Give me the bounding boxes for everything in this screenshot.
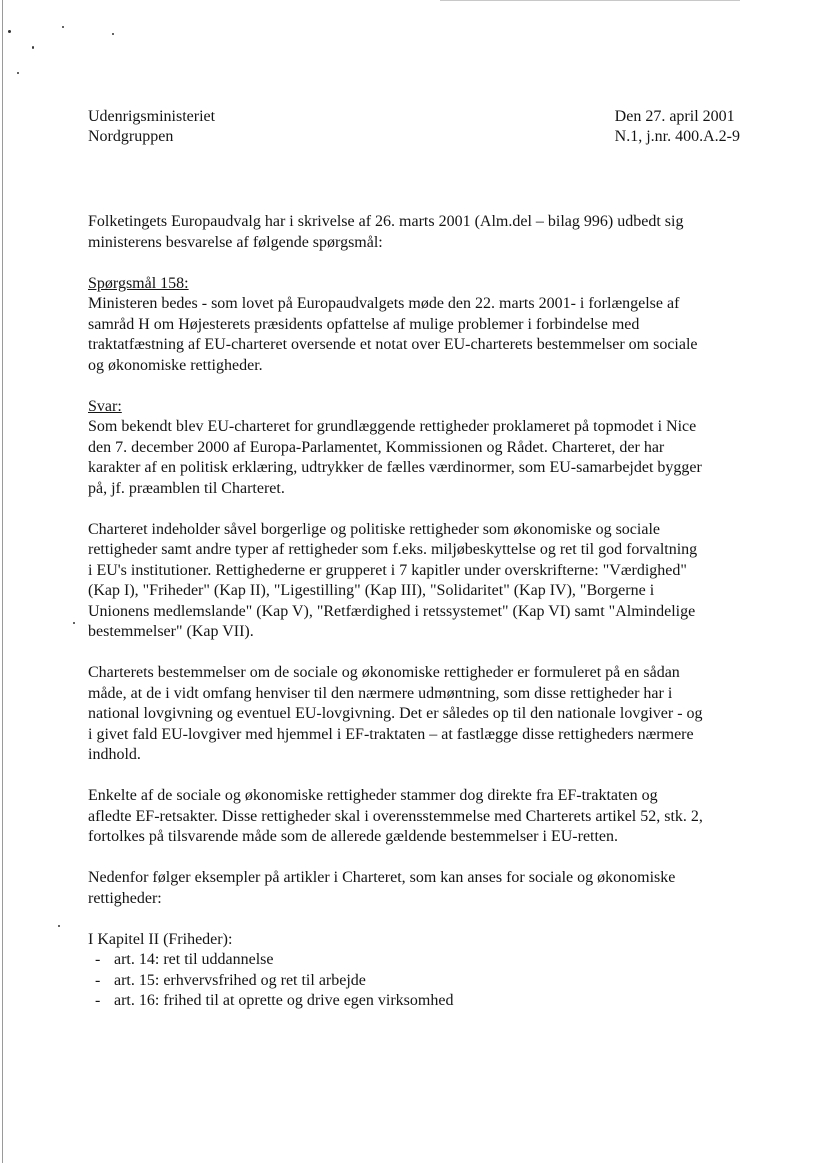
answer-paragraph-1 [88, 397, 768, 500]
list-dash: - [95, 992, 101, 1009]
question-heading: Spørgsmål 158: [88, 274, 189, 292]
chapter-section [88, 930, 768, 1012]
text-line: rettigheder samt andre typer af rettigheder som f.eks. miljøbeskyttelse og ret til god forvaltning [88, 541, 698, 558]
text-line: i EU's institutioner. Rettighederne er grupperet i 7 kapitler under overskrifterne: "Værdighed" [88, 561, 687, 579]
text-line: (Kap I), "Friheder" (Kap II), "Ligestilling" (Kap III), "Solidaritet" (Kap IV), "Borgerne i [88, 582, 655, 599]
text-line: bestemmelser" (Kap VII). [88, 623, 254, 640]
scan-speck [8, 30, 11, 33]
answer-paragraph-2 [88, 520, 768, 643]
text-line: traktatfæstning af EU-charteret oversende et notat over EU-charterets bestemmelser om sociale [88, 336, 698, 353]
answer-heading: Svar: [88, 397, 122, 415]
scan-speck [112, 33, 114, 35]
text-line: Nedenfor følger eksempler på artikler i Charteret, som kan anses for sociale og økonomiske [88, 869, 676, 886]
list-item [88, 971, 768, 992]
answer-paragraph-5 [88, 868, 768, 909]
list-item-text: art. 15: erhvervsfrihed og ret til arbejde [114, 971, 366, 989]
text-line: og økonomiske rettigheder. [88, 356, 263, 374]
scan-top-rule [440, 0, 740, 1]
list-dash: - [95, 951, 101, 968]
date-reference-block [615, 107, 740, 147]
sender-group: Nordgruppen [88, 128, 174, 145]
text-line: måde, at de i vidt omfang henviser til den nærmere udmøntning, som disse rettigheder har i [88, 684, 673, 702]
scan-speck [17, 72, 19, 74]
text-line: ministerens besvarelse af følgende spørgsmål: [88, 233, 383, 251]
scan-speck [58, 925, 60, 927]
list-item [88, 950, 768, 971]
scan-speck [32, 46, 34, 49]
answer-paragraph-3 [88, 663, 768, 766]
answer-paragraph-4 [88, 786, 768, 848]
text-line: samråd H om Højesterets præsidents opfattelse af mulige problemer i forbindelse med [88, 315, 640, 333]
text-line: rettigheder: [88, 889, 162, 907]
text-line: Charterets bestemmelser om de sociale og økonomiske rettigheder er formuleret på en sådan [88, 664, 680, 681]
text-line: den 7. december 2000 af Europa-Parlamentet, Kommissionen og Rådet. Charteret, der har [88, 438, 665, 456]
text-line: på, jf. præamblen til Charteret. [88, 479, 285, 497]
text-line: i givet fald EU-lovgiver med hjemmel i EF-traktaten – at fastlægge disse rettigheders nærmere [88, 725, 694, 743]
text-line: Unionens medlemslande" (Kap V), "Retfærdighed i retssystemet" (Kap VI) samt "Almindelige [88, 602, 696, 620]
letter-date: Den 27. april 2001 [614, 108, 735, 125]
article-list [88, 950, 768, 1012]
question-section [88, 274, 768, 377]
text-line: Ministeren bedes - som lovet på Europaudvalgets møde den 22. marts 2001- i forlængelse af [88, 295, 680, 312]
text-line: national lovgivning og eventuel EU-lovgivning. Det er således op til den nationale lovgiver - og [88, 705, 703, 722]
text-line: Enkelte af de sociale og økonomiske rettigheder stammer dog direkte fra EF-traktaten og [88, 787, 658, 804]
scan-speck [73, 622, 75, 624]
journal-number: N.1, j.nr. 400.A.2-9 [614, 128, 740, 145]
list-item [88, 991, 768, 1012]
chapter-heading: I Kapitel II (Friheder): [88, 930, 233, 948]
list-item-text: art. 14: ret til uddannelse [114, 951, 274, 968]
list-dash: - [95, 971, 101, 989]
text-line: karakter af en politisk erklæring, udtrykker de fælles værdinormer, som EU-samarbejdet bygger [88, 459, 702, 476]
text-line: Folketingets Europaudvalg har i skrivelse af 26. marts 2001 (Alm.del – bilag 996) udbedt sig [88, 213, 684, 230]
scan-edge [2, 0, 3, 1163]
list-item-text: art. 16: frihed til at oprette og drive egen virksomhed [114, 992, 454, 1009]
text-line: Charteret indeholder såvel borgerlige og politiske rettigheder som økonomiske og sociale [88, 520, 660, 538]
scan-speck [62, 26, 64, 28]
letter-body [88, 212, 768, 1032]
sender-ministry: Udenrigsministeriet [88, 108, 216, 125]
sender-block [88, 107, 215, 147]
text-line: Som bekendt blev EU-charteret for grundlæggende rettigheder proklameret på topmodet i Nice [88, 418, 697, 435]
text-line: indhold. [88, 746, 141, 763]
text-line: fortolkes på tilsvarende måde som de allerede gældende bestemmelser i EU-retten. [88, 828, 619, 845]
text-line: afledte EF-retsakter. Disse rettigheder skal i overensstemmelse med Charterets artikel 52, stk. 2, [88, 807, 703, 825]
intro-paragraph [88, 212, 768, 253]
